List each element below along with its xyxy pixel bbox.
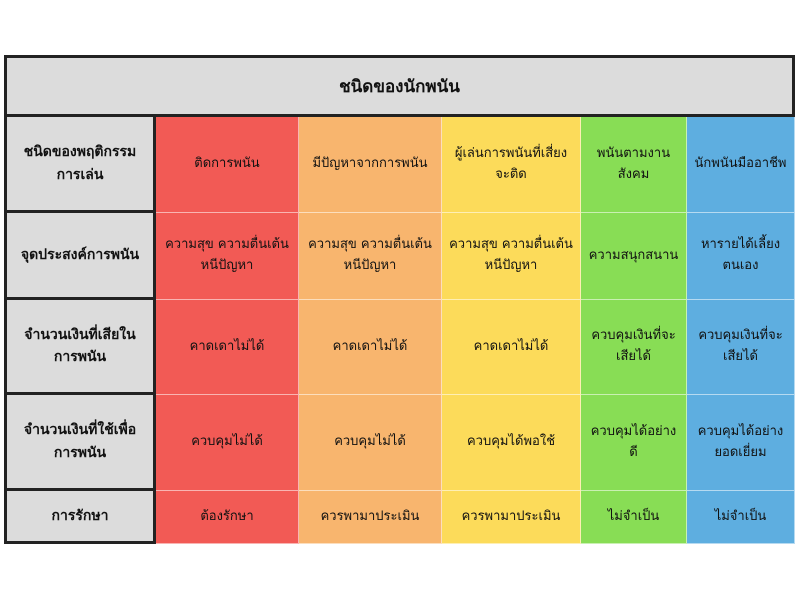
table-cell: ติดการพนัน: [156, 117, 299, 213]
table-cell: ควบคุมไม่ได้: [299, 395, 442, 491]
table-cell: คาดเดาไม่ได้: [299, 300, 442, 395]
gambler-types-table: [4, 55, 795, 544]
table-cell: ต้องรักษา: [156, 491, 299, 544]
row-header-money-lost: จำนวนเงินที่เสียใน การพนัน: [4, 300, 156, 395]
table-cell: นักพนันมืออาชีพ: [687, 117, 795, 213]
table-cell: ความสุข ความตื่นเต้น หนีปัญหา: [299, 213, 442, 300]
table-cell: ความสนุกสนาน: [581, 213, 687, 300]
row-header-treatment: การรักษา: [4, 491, 156, 544]
table-cell: ควบคุมได้อย่าง ยอดเยี่ยม: [687, 395, 795, 491]
table-cell: ควบคุมได้อย่างดี: [581, 395, 687, 491]
row-header-money-spent: จำนวนเงินที่ใช้เพื่อ การพนัน: [4, 395, 156, 491]
table-grid: [4, 117, 795, 544]
table-cell: ไม่จำเป็น: [687, 491, 795, 544]
table-cell: ควบคุมเงินที่จะ เสียได้: [581, 300, 687, 395]
table-cell: พนันตามงาน สังคม: [581, 117, 687, 213]
table-cell: มีปัญหาจากการพนัน: [299, 117, 442, 213]
table-cell: ควบคุมได้พอใช้: [442, 395, 581, 491]
table-cell: หารายได้เลี้ยง ตนเอง: [687, 213, 795, 300]
table-title: ชนิดของนักพนัน: [4, 55, 795, 117]
table-cell: คาดเดาไม่ได้: [442, 300, 581, 395]
table-cell: ความสุข ความตื่นเต้น หนีปัญหา: [156, 213, 299, 300]
table-cell: ควรพามาประเมิน: [442, 491, 581, 544]
table-cell: ควบคุมไม่ได้: [156, 395, 299, 491]
table-cell: ควบคุมเงินที่จะ เสียได้: [687, 300, 795, 395]
row-header-behavior: ชนิดของพฤติกรรม การเล่น: [4, 117, 156, 213]
table-cell: ผู้เล่นการพนันที่เสี่ยงจะติด: [442, 117, 581, 213]
table-cell: ควรพามาประเมิน: [299, 491, 442, 544]
table-cell: ความสุข ความตื่นเต้น หนีปัญหา: [442, 213, 581, 300]
table-cell: ไม่จำเป็น: [581, 491, 687, 544]
table-cell: คาดเดาไม่ได้: [156, 300, 299, 395]
row-header-purpose: จุดประสงค์การพนัน: [4, 213, 156, 300]
